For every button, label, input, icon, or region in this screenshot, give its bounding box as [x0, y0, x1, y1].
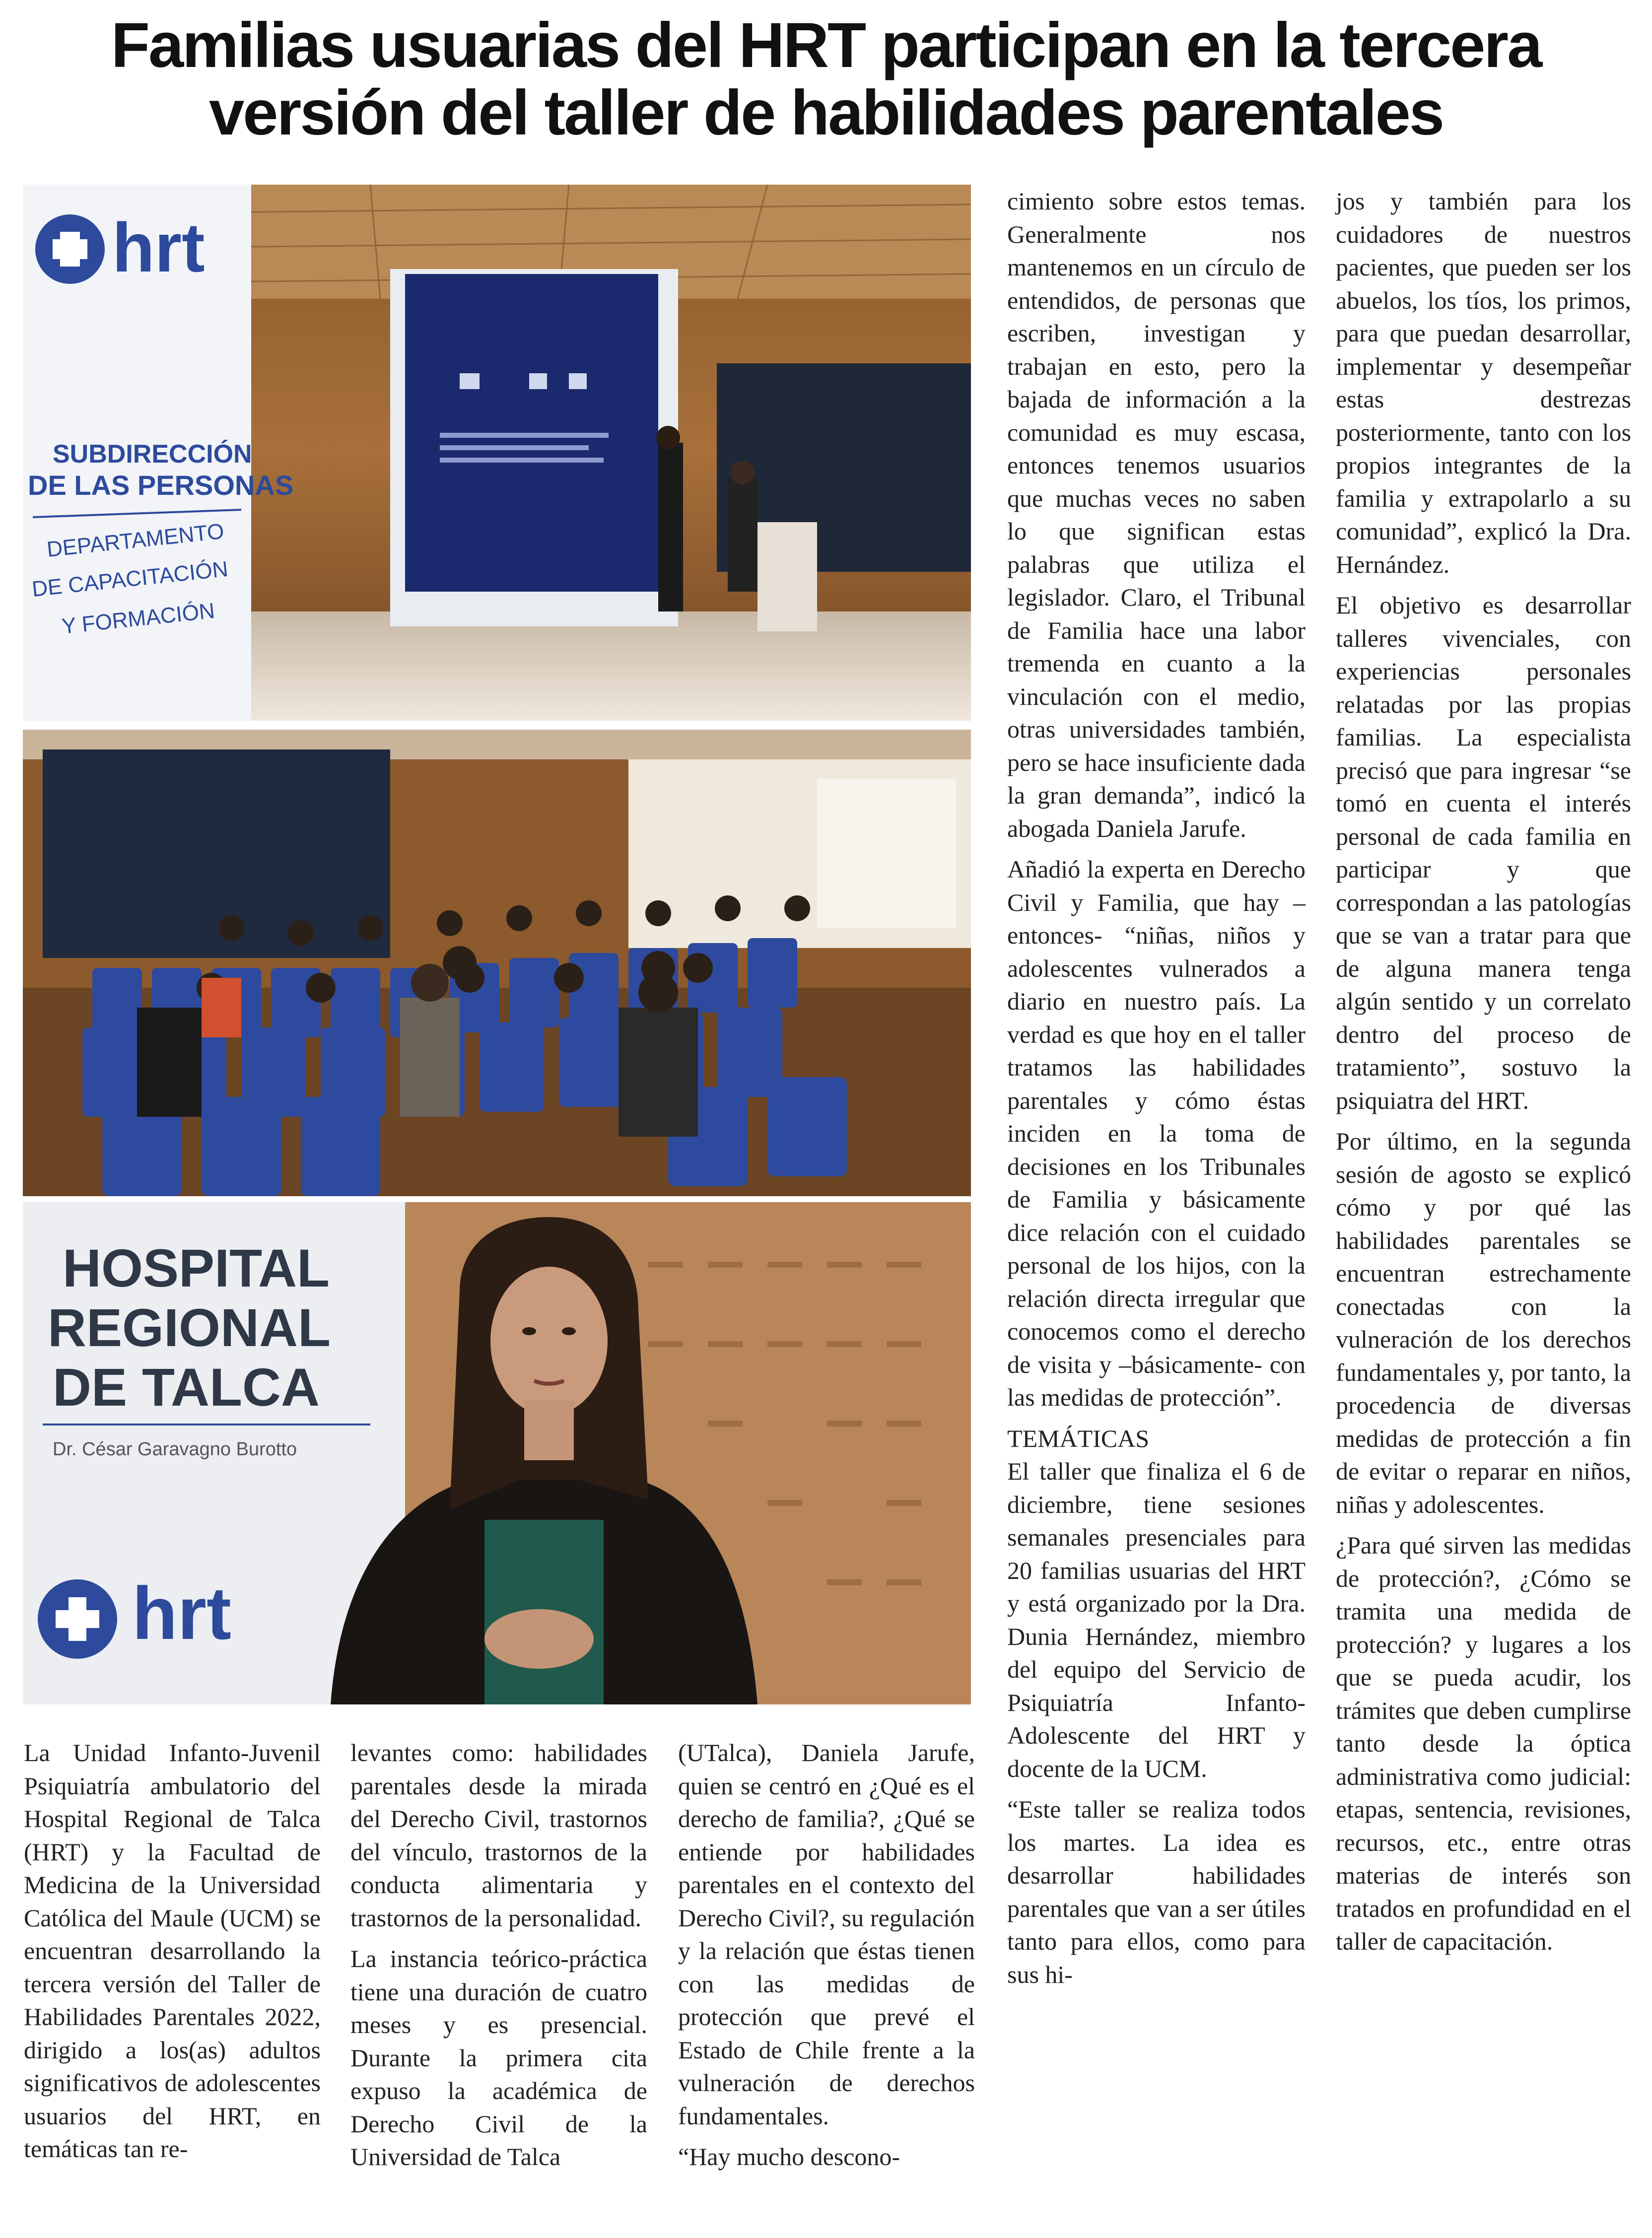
photo-audience [23, 730, 971, 1196]
article-column-2 [350, 1736, 647, 2181]
col4-paragraph-1: cimiento sobre estos temas. Generalmente nos mantenemos en un círculo de entendidos, de personas que escriben, investigan y trabajan en esto, pero la bajada de información a la comunidad es muy escasa, entonces tenemos usuarios que muchas veces no saben lo que significan estas palabras que utiliza el legislador. Claro, el Tribunal de Familia hace una labor tremenda en cuanto a la vinculación con el medio, otras universidades también, pero se hace insuficiente dada la gran demanda”, indicó la abogada Daniela Jarufe. [1007, 187, 1306, 842]
col4-paragraph-4: “Este taller se realiza todos los martes. La idea es desarrollar habilidades parentales que van a ser útiles tanto para ellos, como para sus hi- [1007, 1795, 1306, 1988]
banner-line-4: DE CAPACITACIÓN [30, 556, 229, 602]
col1-paragraph-1: La Unidad Infanto-Juvenil Psiquiatría ambulatorio del Hospital Regional de Talca (HRT) y la Facultad de Medicina de la Universidad Católica del Maule (UCM) se encuentran desarrollando la tercera versión del Taller de Habilidades Parentales 2022, dirigido a los(as) adultos significativos de adolescentes usuarios del HRT, en temáticas tan re- [24, 1739, 321, 2163]
sign-subtitle: Dr. César Garavagno Burotto [53, 1439, 297, 1460]
banner-line-3: DEPARTAMENTO [45, 519, 225, 562]
banner-line-2: DE LAS PERSONAS [28, 470, 294, 501]
sign-line-2: REGIONAL [48, 1297, 331, 1357]
col2-paragraph-2: La instancia teórico-práctica tiene una duración de cuatro meses y es presencial. Durante la primera cita expuso la académica de Derecho Civil de la Universidad de Talca [350, 1945, 647, 2170]
col5-paragraph-1: jos y también para los cuidadores de nuestros pacientes, que pueden ser los abuelos, los tíos, los primos, para que puedan desarrollar, implementar y desempeñar estas destrezas posteriormente, tanto con los propios integrantes de la familia y extrapolarlo a su comunidad”, explicó la Dra. Hernández. [1336, 187, 1631, 578]
article-column-3 [678, 1736, 975, 2181]
headline [20, 12, 1632, 147]
photo-speaker [23, 1202, 971, 1704]
col4-paragraph-2: Añadió la experta en Derecho Civil y Familia, que hay –entonces- “niñas, niños y adolescentes vulnerados a diario en nuestro país. La verdad es que hoy en el taller tratamos las habilidades parentales y cómo éstas inciden en la toma de decisiones en los Tribunales de Familia y básicamente dice relación con el cuidado personal de los hijos, con la relación directa irregular que conocemos como el derecho de visita y –básicamente- con las medidas de protección”. [1007, 855, 1306, 1411]
article-column-5 [1336, 185, 1631, 1966]
col5-paragraph-4: ¿Para qué sirven las medidas de protección?, ¿Cómo se tramita una medida de protección? y lugares a los que se pueda acudir, los trámites que deben cumplirse tanto desde la óptica administrativa como judicial: etapas, sentencia, revisiones, recursos, etc., entre otras materias de interés son tratados en profundidad en el taller de capacitación. [1336, 1531, 1631, 1955]
banner-line-1: SUBDIRECCIÓN [53, 440, 252, 469]
col3-paragraph-2: “Hay mucho descono- [678, 2143, 900, 2170]
banner-line-5: Y FORMACIÓN [60, 598, 216, 639]
headline-line-1: Familias usuarias del HRT participan en la tercera [111, 10, 1541, 81]
article-column-1 [24, 1736, 321, 2173]
col2-paragraph-1: levantes como: habilidades parentales desde la mirada del Derecho Civil, trastornos del vínculo, trastornos de la conducta alimentaria y trastornos de la personalidad. [350, 1739, 647, 1932]
photo-auditorium-projector [23, 185, 971, 721]
article-column-4 [1007, 185, 1306, 1999]
headline-line-2: versión del taller de habilidades parentales [209, 77, 1443, 148]
sign-line-1: HOSPITAL [63, 1238, 330, 1298]
sign-line-3: DE TALCA [53, 1357, 320, 1417]
col3-paragraph-1: (UTalca), Daniela Jarufe, quien se centró en ¿Qué es el derecho de familia?, ¿Qué se entiende por habilidades parentales en el contexto del Derecho Civil?, su regulación y la relación que éstas tienen con las medidas de protección que prevé el Estado de Chile frente a la vulneración de derechos fundamentales. [678, 1739, 975, 2130]
col5-paragraph-3: Por último, en la segunda sesión de agosto se explicó cómo y por qué las habilidades parentales se encuentran estrechamente conectadas con la vulneración de los derechos fundamentales y, por tanto, la procedencia de diversas medidas de protección a fin de evitar o reparar en niños, niñas y adolescentes. [1336, 1127, 1631, 1518]
sign-brand: hrt [132, 1571, 231, 1655]
photo-audience-image [23, 730, 971, 1196]
photo-speaker-image [23, 1202, 971, 1704]
col5-paragraph-2: El objetivo es desarrollar talleres vivenciales, con experiencias personales relatadas por las propias familias. La especialista precisó que para ingresar “se tomó en cuenta el interés personal de cada familia en participar y que correspondan a las patologías que se van a tratar para que de alguna manera tenga algún sentido y un correlato dentro del proceso de tratamiento”, sostuvo la psiquiatra del HRT. [1336, 591, 1631, 1114]
col4-paragraph-3: El taller que finaliza el 6 de diciembre, tiene sesiones semanales presenciales para 20 familias usuarias del HRT y está organizado por la Dra. Dunia Hernández, miembro del equipo del Servicio de Psiquiatría Infanto-Adolescente del HRT y docente de la UCM. [1007, 1457, 1306, 1782]
banner-brand: hrt [112, 208, 205, 286]
photo-auditorium-projector-image [23, 185, 971, 721]
subhead-tematicas: TEMÁTICAS [1007, 1424, 1150, 1452]
